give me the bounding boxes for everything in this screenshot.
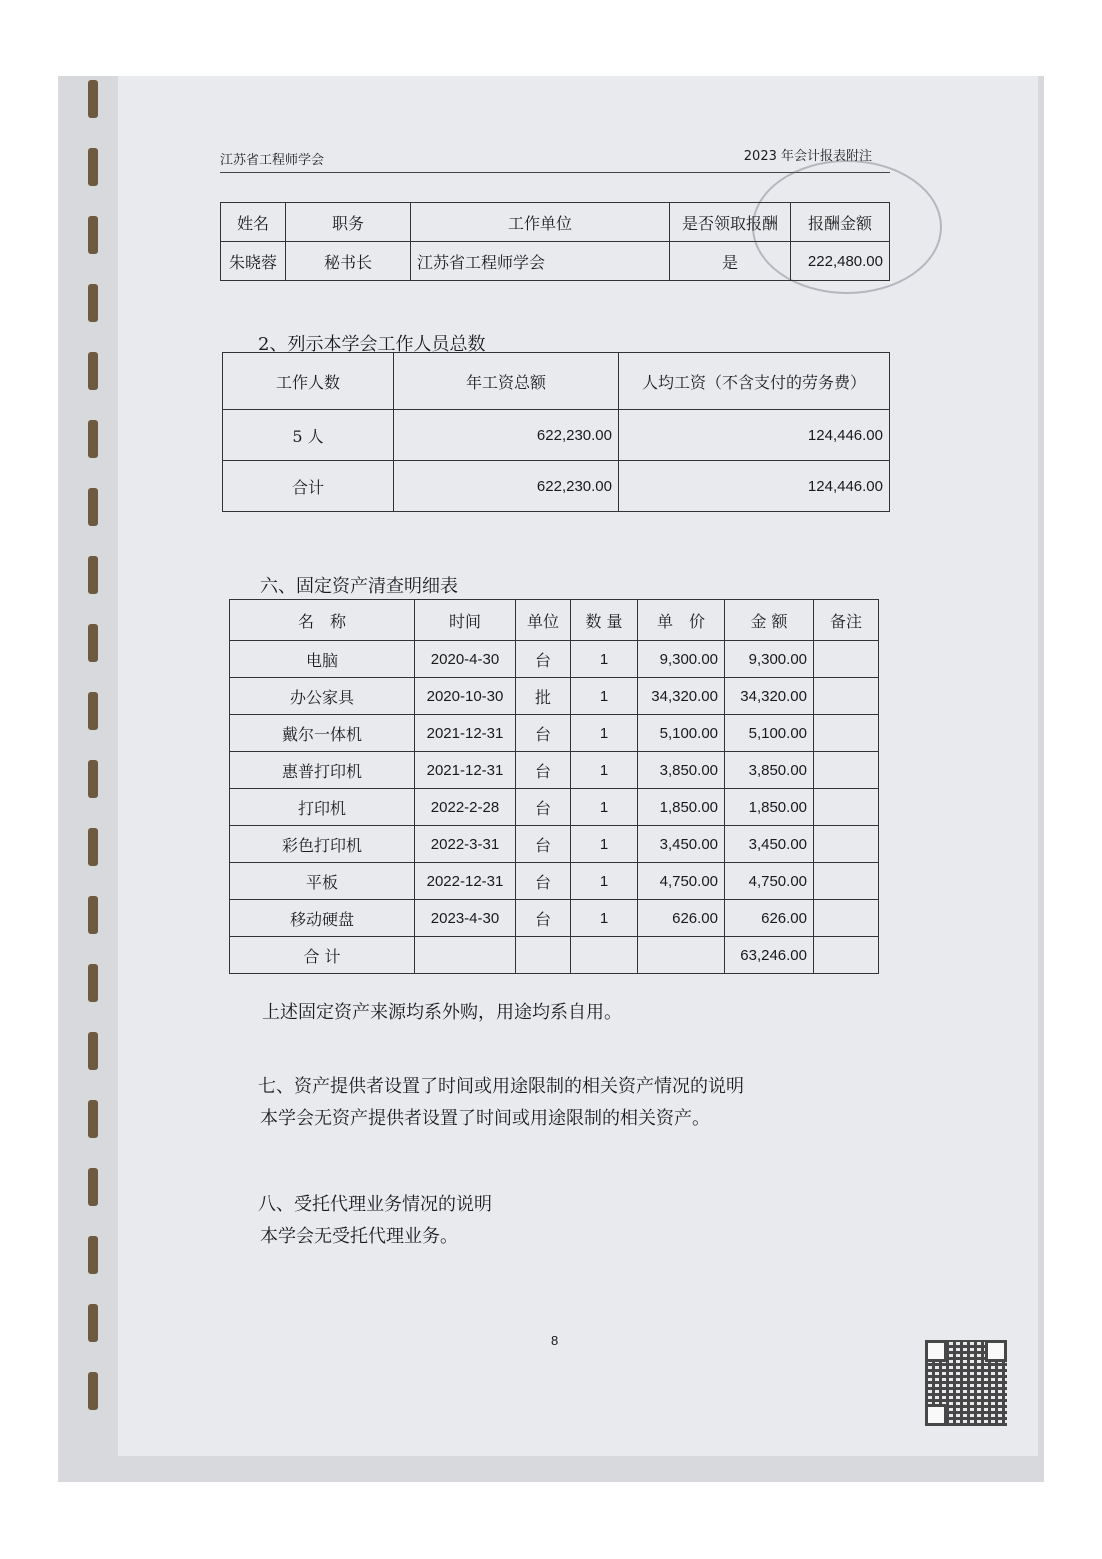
table-row (221, 242, 890, 281)
cell-asset-name: 移动硬盘 (230, 900, 415, 937)
spiral-binding (84, 76, 106, 1456)
header-cell: 工作单位 (411, 203, 670, 242)
header-cell: 年工资总额 (394, 353, 619, 410)
cell-date: 2022-12-31 (415, 863, 516, 900)
cell-quantity: 1 (571, 789, 638, 826)
cell-date: 2023-4-30 (415, 900, 516, 937)
binding-ring (88, 1032, 98, 1070)
total-row (230, 937, 879, 974)
cell-empty (571, 937, 638, 974)
cell-remark (814, 789, 879, 826)
cell-remark (814, 863, 879, 900)
binding-ring (88, 1236, 98, 1274)
assets-section-title: 六、固定资产清查明细表 (260, 576, 458, 597)
cell-unit: 台 (516, 641, 571, 678)
page-number: 8 (551, 1333, 559, 1348)
cell-annual-salary: 622,230.00 (394, 461, 619, 512)
header-cell: 人均工资（不含支付的劳务费） (619, 353, 890, 410)
cell-asset-name: 平板 (230, 863, 415, 900)
cell-unit-price: 5,100.00 (638, 715, 725, 752)
cell-remark (814, 826, 879, 863)
header-cell: 工作人数 (223, 353, 394, 410)
cell-asset-name: 惠普打印机 (230, 752, 415, 789)
table-row (230, 678, 879, 715)
cell-quantity: 1 (571, 900, 638, 937)
qr-corner (925, 1340, 947, 1362)
header-cell: 报酬金额 (791, 203, 890, 242)
cell-asset-name: 彩色打印机 (230, 826, 415, 863)
cell-unit-price: 34,320.00 (638, 678, 725, 715)
cell-unit-price: 3,850.00 (638, 752, 725, 789)
cell-quantity: 1 (571, 715, 638, 752)
cell-amount: 626.00 (725, 900, 814, 937)
header-cell: 名 称 (230, 600, 415, 641)
staff-section-title: 2、列示本学会工作人员总数 (258, 334, 486, 355)
binding-ring (88, 556, 98, 594)
cell-date: 2020-10-30 (415, 678, 516, 715)
binding-ring (88, 896, 98, 934)
cell-amount: 3,850.00 (725, 752, 814, 789)
cell-unit: 台 (516, 789, 571, 826)
header-cell: 姓名 (221, 203, 286, 242)
header-report-title: 2023 年会计报表附注 (743, 149, 872, 164)
cell-total-amount: 63,246.00 (725, 937, 814, 974)
binding-ring (88, 488, 98, 526)
section8-body: 本学会无受托代理业务。 (260, 1226, 458, 1247)
binding-ring (88, 624, 98, 662)
table-row (230, 900, 879, 937)
cell-remark (814, 715, 879, 752)
cell-empty (638, 937, 725, 974)
binding-ring (88, 80, 98, 118)
cell-total-label: 合 计 (230, 937, 415, 974)
header-cell: 单位 (516, 600, 571, 641)
cell-date: 2021-12-31 (415, 752, 516, 789)
header-cell: 金 额 (725, 600, 814, 641)
fixed-assets-table (229, 599, 879, 974)
cell-unit: 台 (516, 863, 571, 900)
section7-body: 本学会无资产提供者设置了时间或用途限制的相关资产。 (260, 1108, 710, 1129)
cell-asset-name: 打印机 (230, 789, 415, 826)
cell-quantity: 1 (571, 678, 638, 715)
cell-empty (814, 937, 879, 974)
table-row (230, 863, 879, 900)
cell-amount: 4,750.00 (725, 863, 814, 900)
cell-position: 秘书长 (286, 242, 411, 281)
cell-unit: 台 (516, 752, 571, 789)
binding-ring (88, 1100, 98, 1138)
cell-asset-name: 电脑 (230, 641, 415, 678)
cell-amount: 5,100.00 (725, 715, 814, 752)
table-header-row (221, 203, 890, 242)
binding-ring (88, 692, 98, 730)
cell-total-label: 合计 (223, 461, 394, 512)
binding-ring (88, 420, 98, 458)
header-cell: 职务 (286, 203, 411, 242)
binding-ring (88, 284, 98, 322)
table-header-row (223, 353, 890, 410)
cell-amount: 34,320.00 (725, 678, 814, 715)
cell-unit: 台 (516, 715, 571, 752)
cell-amount: 9,300.00 (725, 641, 814, 678)
cell-date: 2021-12-31 (415, 715, 516, 752)
table-row (230, 789, 879, 826)
cell-asset-name: 戴尔一体机 (230, 715, 415, 752)
cell-asset-name: 办公家具 (230, 678, 415, 715)
cell-remark (814, 678, 879, 715)
cell-unit: 批 (516, 678, 571, 715)
section8-title: 八、受托代理业务情况的说明 (258, 1194, 492, 1215)
cell-quantity: 1 (571, 641, 638, 678)
cell-unit-price: 1,850.00 (638, 789, 725, 826)
cell-remark (814, 752, 879, 789)
binding-ring (88, 760, 98, 798)
cell-unit-price: 9,300.00 (638, 641, 725, 678)
table-row (223, 410, 890, 461)
cell-annual-salary: 622,230.00 (394, 410, 619, 461)
header-cell: 备注 (814, 600, 879, 641)
cell-unit-price: 626.00 (638, 900, 725, 937)
cell-empty (415, 937, 516, 974)
cell-amount: 3,450.00 (725, 826, 814, 863)
binding-ring (88, 828, 98, 866)
table-row (230, 752, 879, 789)
cell-unit: 台 (516, 900, 571, 937)
binding-ring (88, 1304, 98, 1342)
header-cell: 单 价 (638, 600, 725, 641)
cell-name: 朱晓蓉 (221, 242, 286, 281)
cell-date: 2022-2-28 (415, 789, 516, 826)
cell-headcount: 5 人 (223, 410, 394, 461)
cell-avg-salary: 124,446.00 (619, 410, 890, 461)
table-row (230, 826, 879, 863)
cell-unit-price: 4,750.00 (638, 863, 725, 900)
qr-corner (925, 1404, 947, 1426)
staff-table (222, 352, 890, 512)
header-org: 江苏省工程师学会 (220, 153, 325, 168)
header-cell: 时间 (415, 600, 516, 641)
binding-ring (88, 1168, 98, 1206)
header-cell: 数 量 (571, 600, 638, 641)
cell-amount: 222,480.00 (791, 242, 890, 281)
cell-quantity: 1 (571, 752, 638, 789)
binding-ring (88, 1372, 98, 1410)
compensation-table (220, 202, 890, 281)
cell-paid: 是 (670, 242, 791, 281)
binding-ring (88, 216, 98, 254)
table-row (230, 641, 879, 678)
binding-ring (88, 352, 98, 390)
cell-unit: 台 (516, 826, 571, 863)
cell-avg-salary: 124,446.00 (619, 461, 890, 512)
section7-title: 七、资产提供者设置了时间或用途限制的相关资产情况的说明 (258, 1076, 744, 1097)
qr-code (925, 1340, 1007, 1426)
assets-note: 上述固定资产来源均系外购，用途均系自用。 (262, 1002, 622, 1023)
qr-corner (985, 1340, 1007, 1362)
cell-employer: 江苏省工程师学会 (411, 242, 670, 281)
header-cell: 是否领取报酬 (670, 203, 791, 242)
binding-ring (88, 148, 98, 186)
cell-amount: 1,850.00 (725, 789, 814, 826)
cell-empty (516, 937, 571, 974)
cell-remark (814, 641, 879, 678)
cell-date: 2022-3-31 (415, 826, 516, 863)
table-row (223, 461, 890, 512)
page-header (220, 148, 890, 173)
cell-remark (814, 900, 879, 937)
cell-date: 2020-4-30 (415, 641, 516, 678)
table-header-row (230, 600, 879, 641)
table-row (230, 715, 879, 752)
cell-quantity: 1 (571, 826, 638, 863)
cell-quantity: 1 (571, 863, 638, 900)
binding-ring (88, 964, 98, 1002)
cell-unit-price: 3,450.00 (638, 826, 725, 863)
